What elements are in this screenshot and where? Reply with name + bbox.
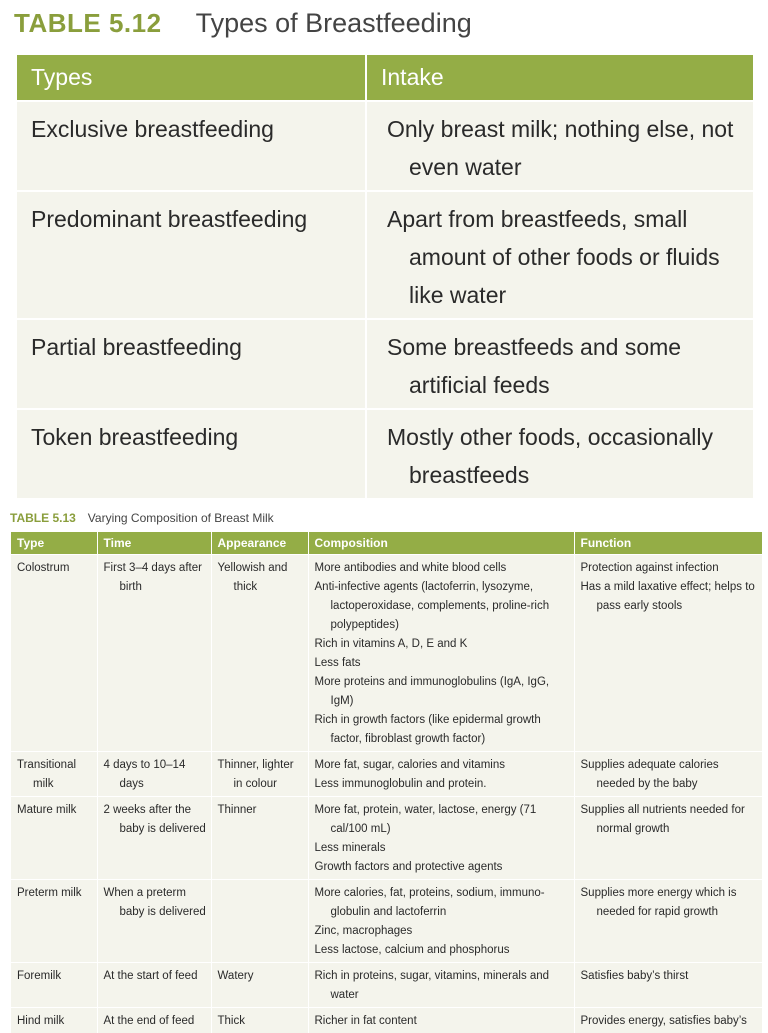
function-item: Supplies all nutrients needed for normal growth <box>581 801 759 839</box>
time-cell <box>97 963 211 1008</box>
table-header-row <box>17 55 753 101</box>
composition-item: Less immunoglobulin and protein. <box>315 775 570 794</box>
composition-cell <box>308 797 574 880</box>
table-row <box>11 797 762 880</box>
composition-item: More antibodies and white blood cells <box>315 559 570 578</box>
composition-item: Richer in fat content <box>315 1012 570 1031</box>
type-cell: Predominant breastfeeding <box>17 191 366 319</box>
composition-item: Rich in proteins, sugar, vitamins, minerals and water <box>315 967 570 1005</box>
table-5-13-heading <box>10 511 274 525</box>
table-row <box>11 1008 762 1033</box>
table-row <box>17 101 753 191</box>
time-cell <box>97 555 211 752</box>
time-text: First 3–4 days after birth <box>104 559 207 597</box>
composition-item: More calories, fat, proteins, sodium, immuno-globulin and lactoferrin <box>315 884 570 922</box>
function-item: Has a mild laxative effect; helps to pass early stools <box>581 578 759 616</box>
table-row <box>17 409 753 498</box>
type-cell <box>11 752 97 797</box>
appearance-cell <box>211 1008 308 1033</box>
intake-text: Apart from breastfeeds, small amount of other foods or fluids like water <box>387 200 743 314</box>
table-row <box>17 191 753 319</box>
type-text: Preterm milk <box>17 884 93 903</box>
time-cell <box>97 752 211 797</box>
column-header-function: Function <box>574 532 762 555</box>
column-header-intake: Intake <box>366 55 753 101</box>
intake-text: Some breastfeeds and some artificial feeds <box>387 328 743 404</box>
composition-cell <box>308 752 574 797</box>
table-5-12-heading <box>14 8 472 48</box>
column-header-appearance: Appearance <box>211 532 308 555</box>
composition-item: More proteins and immunoglobulins (IgA, IgG, IgM) <box>315 673 570 711</box>
composition-item: More fat, protein, water, lactose, energy (71 cal/100 mL) <box>315 801 570 839</box>
time-text: 2 weeks after the baby is delivered <box>104 801 207 839</box>
function-item: Provides energy, satisfies baby’s <box>581 1012 759 1031</box>
intake-cell <box>366 191 753 319</box>
function-item: Satisfies baby’s thirst <box>581 967 759 986</box>
function-item: Protection against infection <box>581 559 759 578</box>
time-text: At the start of feed <box>104 967 207 986</box>
time-text: 4 days to 10–14 days <box>104 756 207 794</box>
function-cell <box>574 555 762 752</box>
function-cell <box>574 963 762 1008</box>
composition-item: Anti-infective agents (lactoferrin, lysozyme, lactoperoxidase, complements, proline-rich polypeptides) <box>315 578 570 635</box>
table-5-12-number: TABLE 5.12 <box>14 8 162 39</box>
composition-cell <box>308 963 574 1008</box>
composition-item: More fat, sugar, calories and vitamins <box>315 756 570 775</box>
composition-item: Less minerals <box>315 839 570 858</box>
time-cell <box>97 1008 211 1033</box>
type-cell <box>11 797 97 880</box>
function-cell <box>574 1008 762 1033</box>
time-text: When a preterm baby is delivered <box>104 884 207 922</box>
intake-cell <box>366 319 753 409</box>
time-cell <box>97 880 211 963</box>
table-row <box>11 752 762 797</box>
intake-text: Only breast milk; nothing else, not even water <box>387 110 743 186</box>
appearance-cell <box>211 797 308 880</box>
composition-item: Rich in growth factors (like epidermal growth factor, fibroblast growth factor) <box>315 711 570 749</box>
appearance-text: Thinner, lighter in colour <box>218 756 304 794</box>
table-row <box>11 555 762 752</box>
column-header-type: Type <box>11 532 97 555</box>
appearance-text: Thick <box>218 1012 304 1031</box>
time-cell <box>97 797 211 880</box>
function-item: Supplies more energy which is needed for rapid growth <box>581 884 759 922</box>
type-text: Hind milk <box>17 1012 93 1031</box>
type-text: Colostrum <box>17 559 93 578</box>
type-cell <box>11 555 97 752</box>
table-5-13-number: TABLE 5.13 <box>10 511 76 525</box>
appearance-cell <box>211 880 308 963</box>
table-5-13-title: Varying Composition of Breast Milk <box>88 511 274 525</box>
composition-item: Growth factors and protective agents <box>315 858 570 877</box>
function-cell <box>574 797 762 880</box>
table-row <box>11 880 762 963</box>
function-cell <box>574 752 762 797</box>
composition-cell <box>308 1008 574 1033</box>
type-cell <box>11 880 97 963</box>
column-header-time: Time <box>97 532 211 555</box>
breastfeeding-types-table <box>17 55 753 498</box>
composition-cell <box>308 555 574 752</box>
function-cell <box>574 880 762 963</box>
intake-text: Mostly other foods, occasionally breastfeeds <box>387 418 743 494</box>
composition-cell <box>308 880 574 963</box>
breast-milk-composition-table <box>11 532 762 1033</box>
appearance-text: Watery <box>218 967 304 986</box>
type-text: Mature milk <box>17 801 93 820</box>
table-row <box>11 963 762 1008</box>
column-header-composition: Composition <box>308 532 574 555</box>
composition-item: Rich in vitamins A, D, E and K <box>315 635 570 654</box>
intake-cell <box>366 101 753 191</box>
appearance-text: Thinner <box>218 801 304 820</box>
function-item: Supplies adequate calories needed by the baby <box>581 756 759 794</box>
type-text: Transitional milk <box>17 756 93 794</box>
time-text: At the end of feed <box>104 1012 207 1031</box>
type-cell: Exclusive breastfeeding <box>17 101 366 191</box>
column-header-types: Types <box>17 55 366 101</box>
table-header-row <box>11 532 762 555</box>
intake-cell <box>366 409 753 498</box>
composition-item: Less lactose, calcium and phosphorus <box>315 941 570 960</box>
type-cell: Token breastfeeding <box>17 409 366 498</box>
composition-item: Zinc, macrophages <box>315 922 570 941</box>
composition-item: Less fats <box>315 654 570 673</box>
appearance-cell <box>211 752 308 797</box>
appearance-text: Yellowish and thick <box>218 559 304 597</box>
type-cell <box>11 963 97 1008</box>
appearance-cell <box>211 555 308 752</box>
type-text: Foremilk <box>17 967 93 986</box>
table-row <box>17 319 753 409</box>
appearance-cell <box>211 963 308 1008</box>
table-5-12-title: Types of Breastfeeding <box>196 8 472 39</box>
type-cell: Partial breastfeeding <box>17 319 366 409</box>
type-cell <box>11 1008 97 1033</box>
